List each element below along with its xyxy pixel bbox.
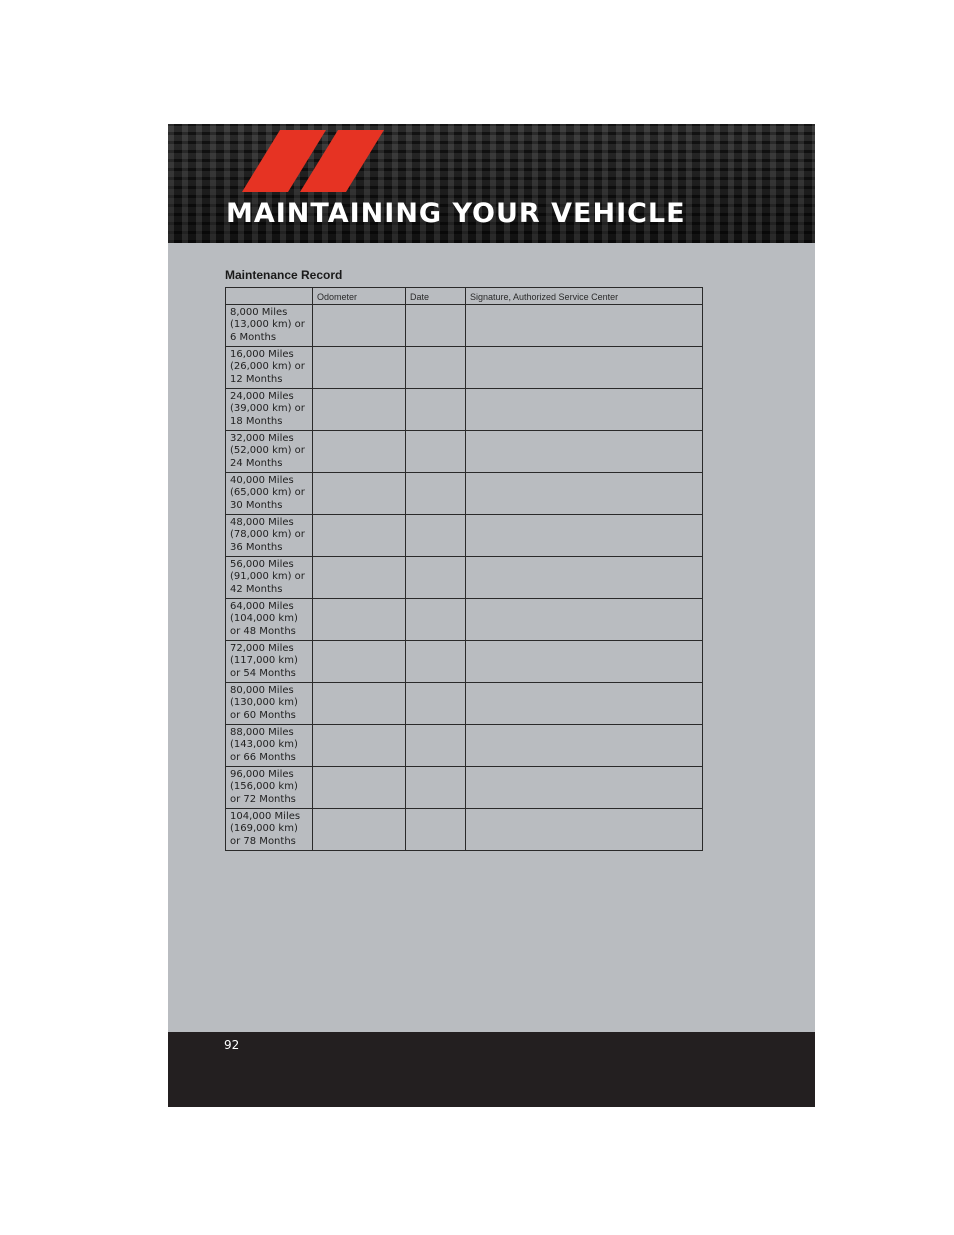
- interval-line: 40,000 Miles: [230, 475, 294, 486]
- racing-stripes-icon: [242, 130, 392, 192]
- interval-cell: [226, 305, 313, 347]
- table-row: [226, 767, 703, 809]
- interval-line: 64,000 Miles: [230, 601, 294, 612]
- interval-line: or 66 Months: [230, 751, 296, 763]
- signature-cell[interactable]: [466, 557, 703, 599]
- signature-cell[interactable]: [466, 809, 703, 851]
- interval-line: (169,000 km): [230, 823, 298, 835]
- maintenance-record-table: [225, 287, 703, 851]
- interval-line: (117,000 km): [230, 655, 298, 667]
- interval-line: or 48 Months: [230, 625, 296, 637]
- interval-line: or 72 Months: [230, 793, 296, 805]
- odometer-cell[interactable]: [313, 389, 406, 431]
- interval-cell: [226, 557, 313, 599]
- signature-cell[interactable]: [466, 725, 703, 767]
- odometer-cell[interactable]: [313, 725, 406, 767]
- interval-line: (143,000 km): [230, 739, 298, 751]
- date-cell[interactable]: [406, 725, 466, 767]
- date-cell[interactable]: [406, 431, 466, 473]
- signature-cell[interactable]: [466, 347, 703, 389]
- interval-line: 80,000 Miles: [230, 685, 294, 696]
- interval-cell: [226, 431, 313, 473]
- odometer-cell[interactable]: [313, 347, 406, 389]
- page-footer: [168, 1032, 815, 1107]
- interval-cell: [226, 389, 313, 431]
- interval-line: 30 Months: [230, 499, 283, 511]
- interval-cell: [226, 599, 313, 641]
- odometer-cell[interactable]: [313, 305, 406, 347]
- interval-line: 36 Months: [230, 541, 283, 553]
- odometer-cell[interactable]: [313, 473, 406, 515]
- interval-line: 88,000 Miles: [230, 727, 294, 738]
- section-title: Maintenance Record: [225, 268, 343, 282]
- interval-line: 6 Months: [230, 331, 277, 343]
- interval-line: (39,000 km) or: [230, 403, 305, 415]
- odometer-cell[interactable]: [313, 641, 406, 683]
- interval-cell: [226, 473, 313, 515]
- table-row: [226, 641, 703, 683]
- interval-line: 32,000 Miles: [230, 433, 294, 444]
- interval-line: 72,000 Miles: [230, 643, 294, 654]
- interval-line: (130,000 km): [230, 697, 298, 709]
- table-row: [226, 389, 703, 431]
- table-row: [226, 431, 703, 473]
- interval-line: 104,000 Miles: [230, 811, 301, 822]
- interval-line: or 78 Months: [230, 835, 296, 847]
- signature-cell[interactable]: [466, 641, 703, 683]
- interval-line: 16,000 Miles: [230, 349, 294, 360]
- signature-cell[interactable]: [466, 515, 703, 557]
- interval-line: or 60 Months: [230, 709, 296, 721]
- column-header-date: Date: [406, 288, 466, 305]
- table-row: [226, 557, 703, 599]
- date-cell[interactable]: [406, 347, 466, 389]
- table-row: [226, 305, 703, 347]
- odometer-cell[interactable]: [313, 599, 406, 641]
- signature-cell[interactable]: [466, 473, 703, 515]
- interval-line: 42 Months: [230, 583, 283, 595]
- date-cell[interactable]: [406, 767, 466, 809]
- odometer-cell[interactable]: [313, 767, 406, 809]
- column-header-interval: [226, 288, 313, 305]
- table-row: [226, 599, 703, 641]
- odometer-cell[interactable]: [313, 431, 406, 473]
- interval-cell: [226, 641, 313, 683]
- table-row: [226, 809, 703, 851]
- interval-line: (78,000 km) or: [230, 529, 305, 541]
- interval-cell: [226, 347, 313, 389]
- interval-line: (91,000 km) or: [230, 571, 305, 583]
- odometer-cell[interactable]: [313, 557, 406, 599]
- interval-line: (104,000 km): [230, 613, 298, 625]
- page-header: [168, 124, 815, 243]
- signature-cell[interactable]: [466, 431, 703, 473]
- column-header-signature: Signature, Authorized Service Center: [466, 288, 703, 305]
- signature-cell[interactable]: [466, 389, 703, 431]
- date-cell[interactable]: [406, 473, 466, 515]
- interval-cell: [226, 809, 313, 851]
- interval-line: 8,000 Miles: [230, 307, 288, 318]
- table-row: [226, 725, 703, 767]
- date-cell[interactable]: [406, 305, 466, 347]
- interval-line: 56,000 Miles: [230, 559, 294, 570]
- interval-line: (13,000 km) or: [230, 319, 305, 331]
- interval-cell: [226, 725, 313, 767]
- interval-line: 18 Months: [230, 415, 283, 427]
- interval-cell: [226, 515, 313, 557]
- table-body: [226, 305, 703, 851]
- date-cell[interactable]: [406, 599, 466, 641]
- page-number: 92: [224, 1038, 240, 1052]
- interval-line: 24 Months: [230, 457, 283, 469]
- date-cell[interactable]: [406, 389, 466, 431]
- interval-line: or 54 Months: [230, 667, 296, 679]
- table-row: [226, 515, 703, 557]
- interval-line: (65,000 km) or: [230, 487, 305, 499]
- interval-line: 96,000 Miles: [230, 769, 294, 780]
- signature-cell[interactable]: [466, 599, 703, 641]
- table-row: [226, 683, 703, 725]
- odometer-cell[interactable]: [313, 809, 406, 851]
- chapter-title: MAINTAINING YOUR VEHICLE: [226, 198, 686, 229]
- signature-cell[interactable]: [466, 683, 703, 725]
- interval-line: (156,000 km): [230, 781, 298, 793]
- date-cell[interactable]: [406, 683, 466, 725]
- interval-cell: [226, 767, 313, 809]
- signature-cell[interactable]: [466, 305, 703, 347]
- table-row: [226, 347, 703, 389]
- interval-line: 12 Months: [230, 373, 283, 385]
- date-cell[interactable]: [406, 515, 466, 557]
- table-header-row: [226, 288, 703, 305]
- manual-page: [168, 124, 815, 1107]
- column-header-odometer: Odometer: [313, 288, 406, 305]
- interval-cell: [226, 683, 313, 725]
- interval-line: (52,000 km) or: [230, 445, 305, 457]
- odometer-cell[interactable]: [313, 515, 406, 557]
- table-row: [226, 473, 703, 515]
- odometer-cell[interactable]: [313, 683, 406, 725]
- interval-line: 48,000 Miles: [230, 517, 294, 528]
- date-cell[interactable]: [406, 641, 466, 683]
- interval-line: 24,000 Miles: [230, 391, 294, 402]
- date-cell[interactable]: [406, 809, 466, 851]
- signature-cell[interactable]: [466, 767, 703, 809]
- date-cell[interactable]: [406, 557, 466, 599]
- interval-line: (26,000 km) or: [230, 361, 305, 373]
